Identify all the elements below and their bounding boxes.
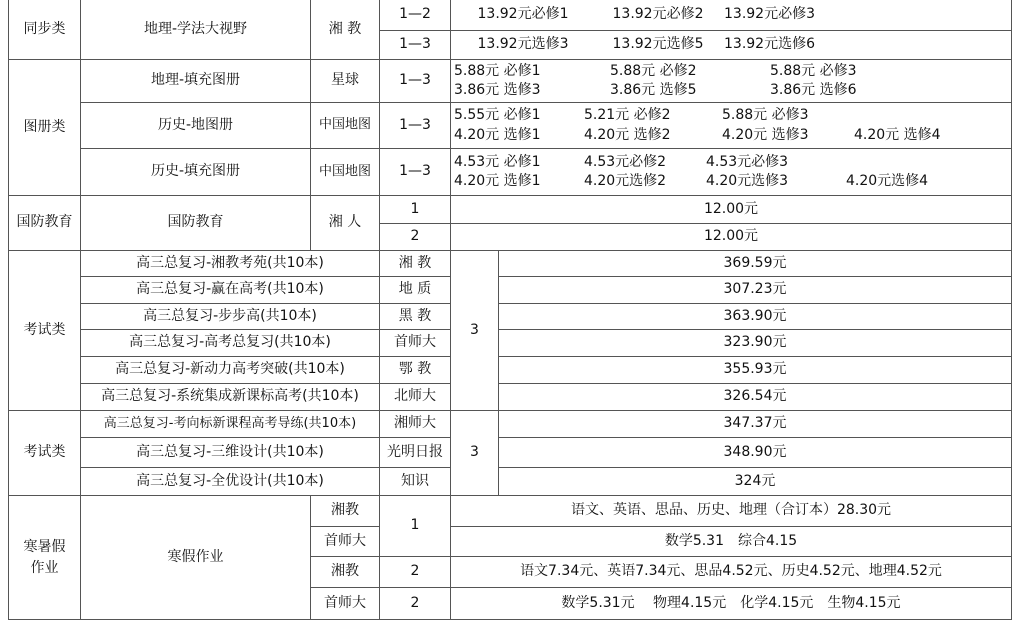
- price-cell: 355.93元: [498, 356, 1012, 384]
- book-title-cell: 高三总复习-系统集成新课标高考(共10本): [80, 383, 380, 411]
- grade-cell: 3: [450, 410, 499, 496]
- category-cell: 国防教育: [8, 195, 81, 251]
- price-cell: 363.90元: [498, 303, 1012, 330]
- price-cell: [450, 102, 1012, 149]
- price-item: 4.53元 必修1: [454, 153, 541, 170]
- price-item: 5.55元 必修1: [454, 107, 541, 123]
- price-cell: 347.37元: [498, 410, 1012, 438]
- book-title-cell: 地理-学法大视野: [80, 0, 311, 60]
- publisher-cell: 首师大: [310, 587, 380, 620]
- price-cell: [450, 30, 1012, 60]
- price-item: 13.92元选修3: [477, 36, 569, 53]
- price-item: 13.92元必修3: [724, 6, 815, 23]
- price-cell: [450, 148, 1012, 196]
- publisher-cell: 首师大: [310, 526, 380, 557]
- price-item: 5.21元 必修2: [584, 107, 671, 123]
- price-cell: 326.54元: [498, 383, 1012, 411]
- price-item: 13.92元选修6: [724, 36, 815, 53]
- price-item: 13.92元必修2: [612, 6, 704, 23]
- book-title-cell: 高三总复习-高考总复习(共10本): [80, 329, 380, 357]
- publisher-cell: 湘 人: [310, 195, 380, 251]
- book-title-cell: 高三总复习-新动力高考突破(共10本): [80, 356, 380, 384]
- price-item: 4.20元 选修1: [454, 173, 541, 189]
- publisher-cell: 中国地图: [310, 148, 380, 196]
- book-title-cell: 高三总复习-考向标新课程高考导练(共10本): [80, 410, 380, 438]
- grade-cell: 2: [379, 556, 451, 588]
- price-item: 3.86元 选修5: [610, 82, 697, 98]
- grade-cell: 1: [379, 195, 451, 224]
- book-title-cell: 高三总复习-三维设计(共10本): [80, 437, 380, 468]
- publisher-cell: 鄂 教: [379, 356, 451, 384]
- publisher-cell: 首师大: [379, 329, 451, 357]
- book-title-cell: 高三总复习-湘教考苑(共10本): [80, 250, 380, 277]
- publisher-cell: 黑 教: [379, 303, 451, 330]
- price-item: 4.20元 选修2: [584, 126, 671, 143]
- grade-cell: 1—3: [379, 59, 451, 103]
- price-item: 4.20元 选修1: [454, 126, 541, 143]
- price-item: 5.88元 必修3: [722, 107, 809, 123]
- price-item: 5.88元 必修2: [610, 62, 697, 79]
- price-item: 4.20元 选修3: [722, 126, 809, 143]
- book-title-cell: 国防教育: [80, 195, 311, 251]
- grade-cell: 3: [450, 250, 499, 411]
- publisher-cell: 光明日报: [379, 437, 451, 468]
- book-title-cell: 高三总复习-全优设计(共10本): [80, 467, 380, 496]
- grade-cell: 2: [379, 223, 451, 251]
- price-item: 4.20元选修2: [584, 173, 667, 189]
- price-item: 13.92元必修1: [477, 6, 569, 23]
- price-cell: 12.00元: [450, 223, 1012, 251]
- price-item: 5.88元 必修3: [770, 62, 857, 79]
- publisher-cell: 中国地图: [310, 102, 380, 149]
- price-cell: 数学5.31元 物理4.15元 化学4.15元 生物4.15元: [450, 587, 1012, 620]
- publisher-cell: 知识: [379, 467, 451, 496]
- price-cell: 369.59元: [498, 250, 1012, 277]
- price-cell: 307.23元: [498, 276, 1012, 304]
- price-item: 3.86元 选修3: [454, 82, 541, 98]
- price-cell: 323.90元: [498, 329, 1012, 357]
- price-item: 4.20元选修4: [846, 173, 929, 189]
- category-cell: 考试类: [8, 250, 81, 411]
- price-cell: [450, 0, 1012, 31]
- book-title-cell: 高三总复习-赢在高考(共10本): [80, 276, 380, 304]
- grade-cell: 1—3: [379, 148, 451, 196]
- grade-cell: 1: [379, 495, 451, 557]
- price-item: 4.53元必修2: [584, 153, 667, 170]
- category-text: 寒暑假作业: [23, 538, 66, 576]
- price-cell: 324元: [498, 467, 1012, 496]
- price-cell: 语文、英语、思品、历史、地理（合订本）28.30元: [450, 495, 1012, 527]
- publisher-cell: 湘教: [310, 556, 380, 588]
- publisher-cell: 地 质: [379, 276, 451, 304]
- price-cell: 数学5.31 综合4.15: [450, 526, 1012, 557]
- category-cell: 图册类: [8, 59, 81, 196]
- price-cell: 12.00元: [450, 195, 1012, 224]
- price-item: 4.20元 选修4: [854, 126, 941, 143]
- publisher-cell: 北师大: [379, 383, 451, 411]
- grade-cell: 1—3: [379, 30, 451, 60]
- price-item: 13.92元选修5: [612, 36, 704, 53]
- price-cell: 348.90元: [498, 437, 1012, 468]
- price-cell: 语文7.34元、英语7.34元、思品4.52元、历史4.52元、地理4.52元: [450, 556, 1012, 588]
- price-item: 3.86元 选修6: [770, 82, 857, 98]
- book-title-cell: 历史-地图册: [80, 102, 311, 149]
- publisher-cell: 湘教: [310, 495, 380, 527]
- price-item: 4.53元必修3: [706, 153, 789, 170]
- publisher-cell: 湘师大: [379, 410, 451, 438]
- category-cell: [8, 495, 81, 620]
- publisher-cell: 湘 教: [310, 0, 380, 60]
- price-item: 5.88元 必修1: [454, 62, 541, 79]
- grade-cell: 1—2: [379, 0, 451, 31]
- book-title-cell: 历史-填充图册: [80, 148, 311, 196]
- category-cell: 考试类: [8, 410, 81, 496]
- grade-cell: 1—3: [379, 102, 451, 149]
- category-cell: 同步类: [8, 0, 81, 60]
- price-item: 4.20元选修3: [706, 173, 789, 189]
- book-title-cell: 地理-填充图册: [80, 59, 311, 103]
- publisher-cell: 星球: [310, 59, 380, 103]
- grade-cell: 2: [379, 587, 451, 620]
- publisher-cell: 湘 教: [379, 250, 451, 277]
- book-title-cell: 寒假作业: [80, 495, 311, 620]
- price-cell: [450, 59, 1012, 103]
- book-title-cell: 高三总复习-步步高(共10本): [80, 303, 380, 330]
